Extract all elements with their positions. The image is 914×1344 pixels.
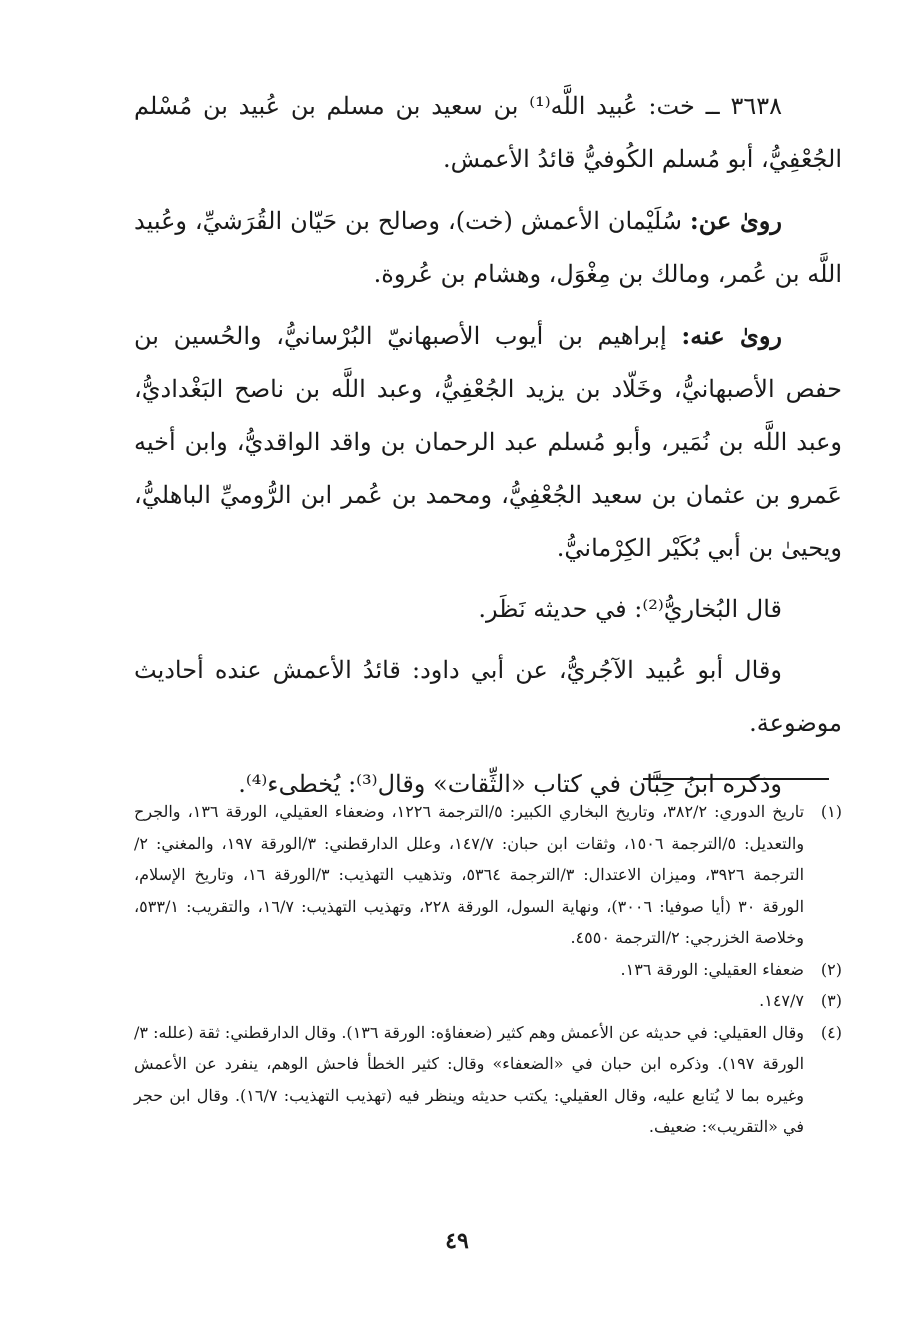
narrated-from-label: روىٰ عن: xyxy=(689,206,782,235)
footnote-number: (٣) xyxy=(820,991,842,1010)
narrated-from-paragraph xyxy=(134,194,842,301)
narrated-by-text: إبراهيم بن أيوب الأصبهانيّ البُرْسانيُّ، والحُسين بن حفص الأصبهانيُّ، وخَلّاد بن يزيد الجُعْفِيُّ، وعبد اللَّه بن ناصح البَغْداديُّ، وعبد اللَّه بن نُمَير، وأبو مُسلم عبد الرحمان بن واقد الواقديُّ، وابن أخيه عَمرو بن عثمان بن سعيد الجُعْفِيُّ، ومحمد بن عُمر ابن الرُّوميِّ الباهليُّ، ويحيىٰ بن أبي بُكَيْر الكِرْمانيُّ. xyxy=(134,322,842,562)
ibn-hibban-statement: وذكره ابنُ حِبَّان في كتاب «الثِّقات» وقال⁽³⁾: يُخطىء⁽⁴⁾. xyxy=(238,770,782,798)
footnote-4 xyxy=(134,1017,842,1143)
footnote-number: (١) xyxy=(820,802,842,821)
ajurri-statement: وقال أبو عُبيد الآجُريُّ، عن أبي داود: قائدُ الأعمش عنده أحاديث موضوعة. xyxy=(134,656,842,737)
footnotes xyxy=(134,796,842,1143)
footnote-number: (٢) xyxy=(820,959,842,979)
footnote-number: (٤) xyxy=(820,1022,842,1042)
bukhari-statement: قال البُخاريُّ⁽²⁾: في حديثه نَظَر. xyxy=(478,595,782,623)
biography-entry xyxy=(134,80,842,819)
footnote-3 xyxy=(134,985,842,1017)
entry-heading: ٣٦٣٨ ــ خت: عُبيد اللَّه⁽¹⁾ بن سعيد بن مسلم بن عُبيد بن مُسْلم الجُعْفِيُّ، أبو مُسلم الكُوفيُّ قائدُ الأعمش. xyxy=(134,92,842,173)
narrated-by-paragraph xyxy=(134,309,842,575)
footnote-text: وقال العقيلي: في حديثه عن الأعمش وهم كثير (ضعفاؤه: الورقة ١٣٦). وقال الدارقطني: ثقة (علله: ٣/الورقة ١٩٧). وذكره ابن حبان في «الضعفاء» وقال: كثير الخطأ فاحش الوهم، ينفرد عن الأعمش وغيره بما لا يُتابع عليه، وقال العقيلي: يكتب حديثه وينظر فيه (تهذيب التهذيب: ١٦/٧). وقال ابن حجر في «التقريب»: ضعيف. xyxy=(134,1022,805,1136)
page-number: ٤٩ xyxy=(445,1228,469,1254)
footnote-separator xyxy=(643,778,829,780)
narrated-by-label: روىٰ عنه: xyxy=(681,321,783,350)
footnote-1 xyxy=(134,796,842,954)
narrated-from-text: سُلَيْمان الأعمش (خت)، وصالح بن حَيّان القُرَشيِّ، وعُبيد اللَّه بن عُمر، ومالك بن مِغْوَل، وهشام بن عُروة. xyxy=(134,207,842,288)
footnote-text: ضعفاء العقيلي: الورقة ١٣٦. xyxy=(620,959,804,979)
footnote-text: ١٤٧/٧. xyxy=(759,991,804,1010)
footnote-2 xyxy=(134,954,842,986)
footnote-text: تاريخ الدوري: ٣٨٢/٢، وتاريخ البخاري الكبير: ٥/الترجمة ١٢٢٦، وضعفاء العقيلي، الورقة ١٣٦، والجرح والتعديل: ٥/الترجمة ١٥٠٦، وثقات ابن حبان: ١٤٧/٧، وعلل الدارقطني: ٣/الورقة ١٩٧، والمغني: ٢/الترجمة ٣٩٢٦، وميزان الاعتدال: ٣/الترجمة ٥٣٦٤، وتذهيب التهذيب: ٣/الورقة ١٦، وتاريخ الإسلام، الورقة ٣٠ (أيا صوفيا: ٣٠٠٦)، ونهاية السول، الورقة ٢٢٨، وتهذيب التهذيب: ١٦/٧، والتقريب: ٥٣٣/١، وخلاصة الخزرجي: ٢/الترجمة ٤٥٥٠. xyxy=(134,802,805,947)
